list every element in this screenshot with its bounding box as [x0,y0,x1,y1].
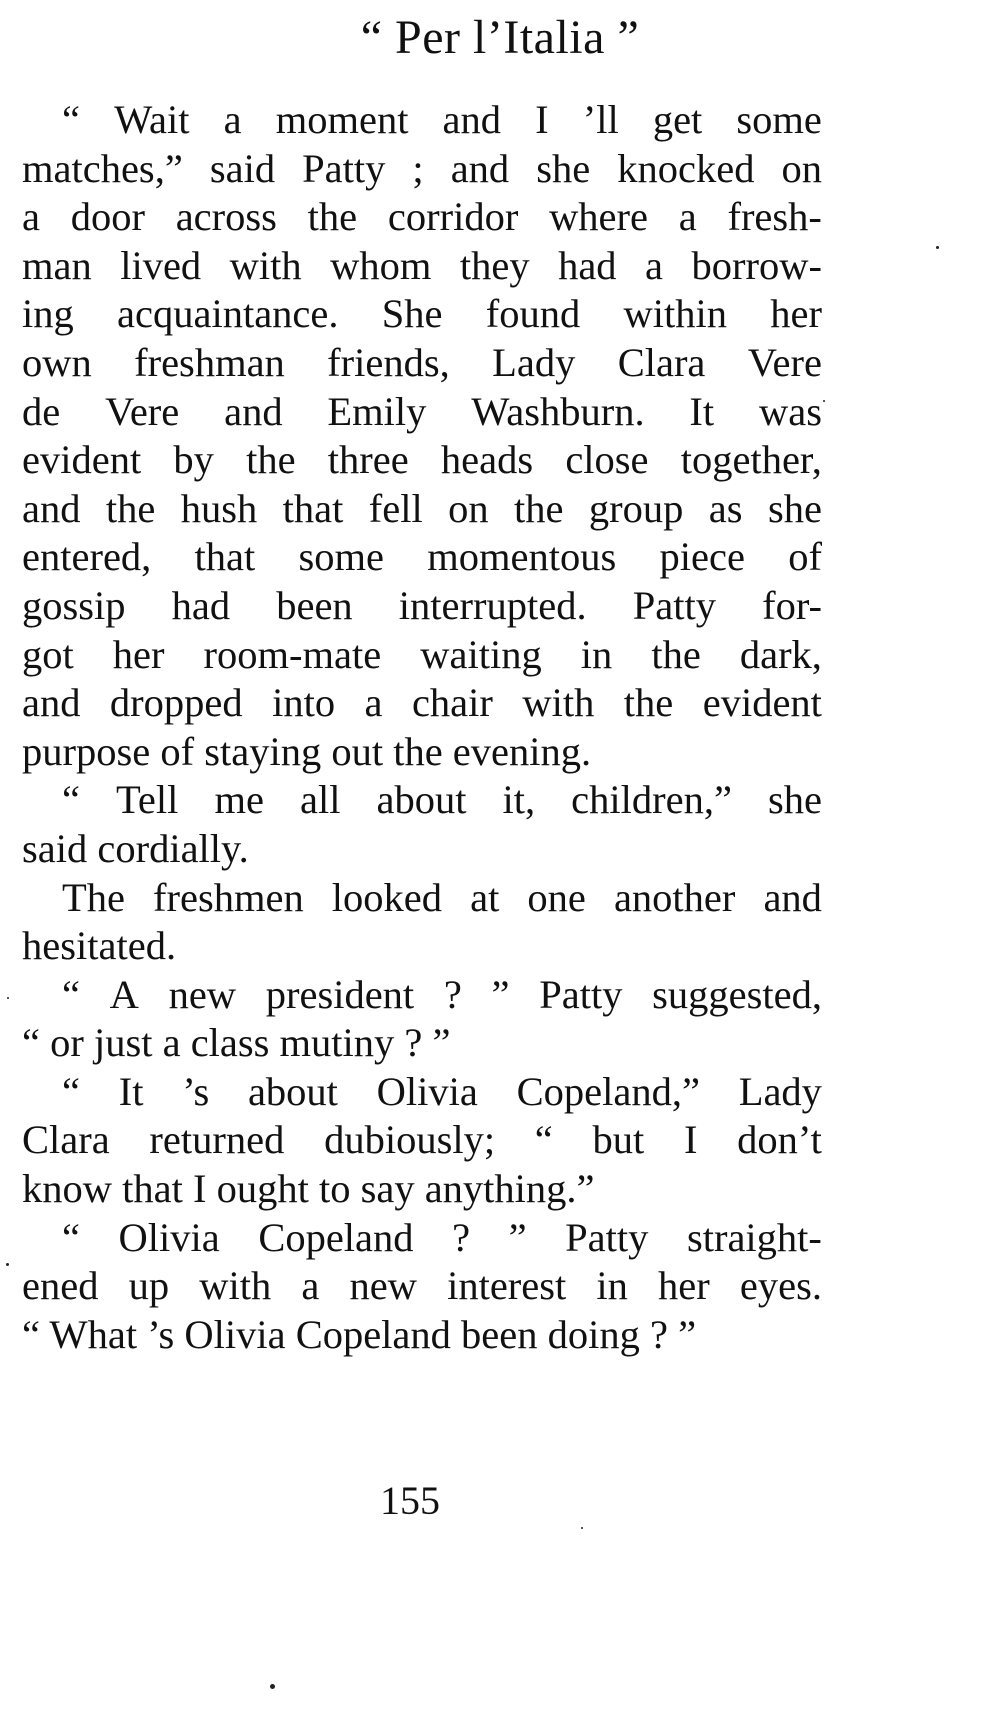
word: “ [62,1068,80,1114]
word: don’t [737,1117,822,1163]
word: a [645,242,663,288]
word: and [450,145,510,191]
word: eyes. [739,1263,822,1309]
word: I [683,1117,698,1163]
word: fell [368,485,423,531]
word: room-mate [203,631,382,677]
word: Wait [114,97,190,142]
word: on [448,485,489,531]
word: gossip [22,582,126,628]
text-line [22,533,822,582]
word: looked [331,874,443,920]
word: about [376,777,467,823]
word: one [527,874,586,920]
running-head: “ Per l’Italia ” [360,11,640,64]
word: freshman [134,339,285,385]
word: some [736,97,822,142]
word: It [689,388,715,434]
word: Lady [738,1068,822,1114]
word: Washburn. [471,388,645,434]
word: found [485,291,581,337]
word: Vere [747,339,822,385]
word: ” [491,971,510,1017]
word: in [580,631,613,677]
word: ” [508,1214,527,1260]
word: waiting [420,631,542,677]
text-line [22,339,822,388]
word: It [118,1068,144,1114]
text-line [22,631,822,680]
word: “ [534,1117,553,1163]
word: a [364,680,383,726]
scan-speck [7,997,9,999]
word: Patty [632,582,716,628]
word: and [224,388,283,434]
word: the [307,194,358,240]
word: suggested, [652,971,822,1017]
word: borrow- [691,242,822,288]
word: Copeland [258,1214,414,1260]
word: some [298,534,385,580]
word: across [175,194,277,240]
word: group [588,485,684,531]
word: freshmen [153,874,304,920]
word: Lady [492,339,576,385]
word: interest [447,1263,567,1309]
text-line [22,485,822,534]
word: friends, [327,339,450,385]
text-line [22,1262,822,1311]
scan-speck [581,1527,583,1529]
word: evident [22,437,142,483]
scan-speck [270,1684,275,1689]
word: the [514,485,564,531]
word: she [536,145,591,191]
word: had [558,242,617,288]
word: as [708,485,743,531]
word: she [767,485,822,531]
word: that [194,534,256,580]
text-line [22,193,822,242]
word: Clara [22,1117,110,1163]
word: matches,” [22,145,183,191]
word: Patty [539,971,623,1017]
word: with [199,1263,272,1309]
word: children,” [571,777,732,823]
word: interrupted. [398,582,587,628]
word: returned [149,1117,285,1163]
text-line [22,1116,822,1165]
word: She [381,291,443,337]
word: “ [62,971,80,1017]
word: a [301,1263,320,1309]
word: of [788,534,822,580]
word: that [282,485,344,531]
text-line [22,1068,822,1117]
text-line [22,388,822,437]
word: her [658,1263,710,1309]
text-line [22,874,822,923]
word: for- [762,582,822,628]
word: me [214,777,264,823]
word: Tell [116,777,179,823]
text-line: know that I ought to say anything.” [22,1166,595,1212]
word: president [265,971,415,1017]
word: with [522,680,595,726]
word: Clara [617,339,706,385]
word: her [770,291,822,337]
word: within [623,291,728,337]
word: on [781,145,822,191]
word: own [22,339,92,385]
text-line [22,436,822,485]
text-line [22,679,822,728]
text-line: “ or just a class mutiny ? ” [22,1020,451,1066]
word: where [549,194,648,240]
word: new [349,1263,417,1309]
word: into [272,680,336,726]
text-line: said cordially. [22,825,249,871]
word: heads [440,437,534,483]
word: the [105,485,156,531]
word: her [112,631,165,677]
word: a [22,194,40,240]
word: she [768,777,822,823]
word: acquaintance. [117,291,339,337]
word: hush [180,485,258,531]
word: had [171,582,231,628]
word: a [223,97,242,142]
word: A [109,971,139,1017]
word: another [613,874,736,920]
scan-speck [823,400,825,402]
word: corridor [387,194,519,240]
word: close [565,437,649,483]
word: and [763,874,822,920]
word: Vere [105,388,180,434]
word: and [442,97,502,142]
word: “ [62,777,80,823]
word: whom [330,242,432,288]
word: “ [62,97,80,142]
word: and [22,680,81,726]
word: fresh- [727,194,822,240]
scan-speck [6,1263,9,1266]
word: three [327,437,409,483]
word: together, [680,437,822,483]
word: and [22,485,81,531]
word: evident [702,680,822,726]
word: chair [411,680,493,726]
word: man [22,242,92,288]
word: ; [412,145,424,191]
word: “ [62,1214,80,1260]
word: moment [275,97,409,142]
text-line: “ What ’s Olivia Copeland been doing ? ” [22,1311,697,1357]
word: dark, [739,631,822,677]
word: Olivia [376,1068,478,1114]
word: the [623,680,674,726]
word: ing [22,291,74,337]
word: Emily [327,388,427,434]
body-text [22,96,822,1359]
word: straight- [686,1214,822,1260]
word: Patty [302,145,386,191]
word: at [470,874,500,920]
scan-speck [936,246,939,249]
text-line [22,582,822,631]
word: they [459,242,530,288]
text-line [22,290,822,339]
word: ? [443,971,462,1017]
word: Copeland,” [516,1068,700,1114]
word: been [276,582,353,628]
text-line [22,96,822,145]
word: get [652,97,703,142]
word: by [173,437,214,483]
word: it, [502,777,536,823]
word: dropped [109,680,243,726]
word: but [592,1117,645,1163]
word: up [128,1263,170,1309]
word: momentous [427,534,617,580]
word: de [22,388,61,434]
word: dubiously; [324,1117,496,1163]
word: knocked [617,145,755,191]
word: in [596,1263,628,1309]
text-line: purpose of staying out the evening. [22,728,592,774]
word: the [246,437,296,483]
text-line [22,971,822,1020]
word: entered, [22,534,152,580]
word: Olivia [118,1214,220,1260]
word: the [651,631,701,677]
word: about [247,1068,338,1114]
word: I [535,97,549,142]
word: ened [22,1263,99,1309]
word: Patty [565,1214,649,1260]
text-line [22,776,822,825]
word: door [70,194,145,240]
word: piece [659,534,745,580]
text-line [22,1214,822,1263]
word: with [229,242,302,288]
word: got [22,631,74,677]
page-number: 155 [380,1478,440,1523]
word: ’s [182,1068,210,1114]
text-line [22,145,822,194]
word: all [299,777,341,823]
text-line: hesitated. [22,923,177,969]
word: ’ll [582,97,619,142]
text-line [22,242,822,291]
word: a [678,194,697,240]
word: new [168,971,237,1017]
word: The [62,874,125,920]
word: was [758,388,822,434]
word: lived [120,242,202,288]
word: said [209,145,276,191]
word: ? [452,1214,471,1260]
